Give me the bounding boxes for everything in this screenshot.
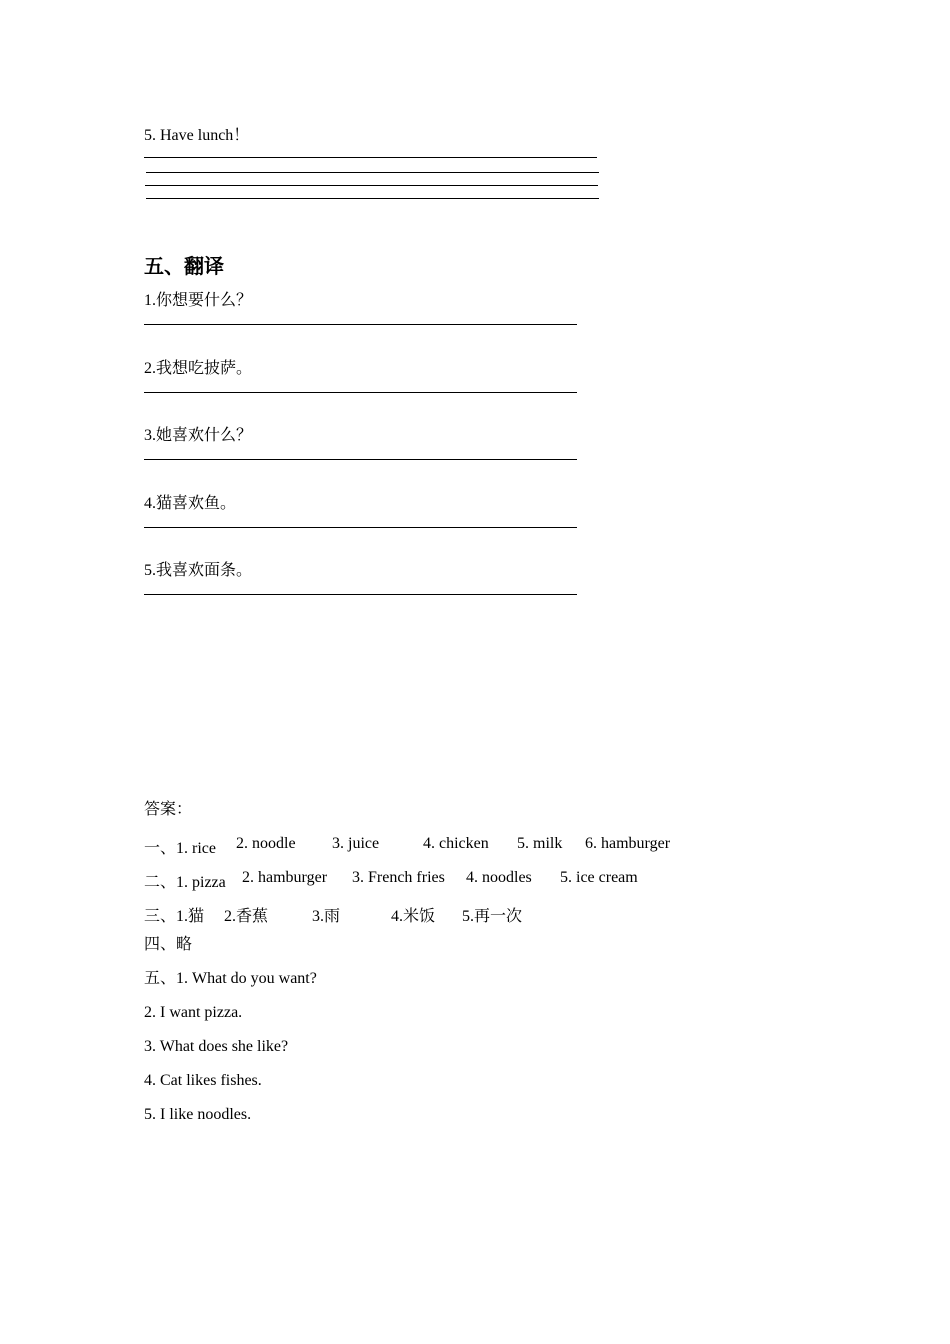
answer-cell: 5.再一次 bbox=[462, 908, 523, 925]
answer-line bbox=[144, 527, 577, 528]
translation-item-5: 5.我喜欢面条。 bbox=[144, 562, 253, 579]
answers-heading: 答案： bbox=[144, 801, 193, 818]
answer-cell: 5. milk bbox=[517, 835, 563, 852]
answer-row-1 bbox=[144, 835, 844, 857]
section-title: 五、翻译 bbox=[144, 254, 224, 278]
translation-item-3: 3.她喜欢什么？ bbox=[144, 427, 253, 444]
writing-line bbox=[146, 172, 599, 173]
answer-cell: 一、1. rice bbox=[144, 840, 216, 857]
exercise-item-5: 5. Have lunch！ bbox=[144, 127, 250, 144]
answer-cell: 2.香蕉 bbox=[224, 908, 269, 925]
answer-line-4: 4. Cat likes fishes. bbox=[144, 1072, 262, 1089]
answer-row-4: 四、略 bbox=[144, 936, 193, 953]
answer-cell: 3. juice bbox=[332, 835, 380, 852]
answer-cell: 5. ice cream bbox=[560, 869, 638, 886]
writing-line bbox=[145, 185, 598, 186]
answer-line bbox=[144, 324, 577, 325]
answer-cell: 4. chicken bbox=[423, 835, 489, 852]
answer-cell: 3. French fries bbox=[352, 869, 445, 886]
answer-line bbox=[144, 392, 577, 393]
answer-cell: 3.雨 bbox=[312, 908, 341, 925]
translation-item-1: 1.你想要什么？ bbox=[144, 292, 253, 309]
answer-line-2: 2. I want pizza. bbox=[144, 1004, 243, 1021]
answer-line-5: 5. I like noodles. bbox=[144, 1106, 252, 1123]
answer-cell: 2. noodle bbox=[236, 835, 296, 852]
answer-line bbox=[144, 459, 577, 460]
answer-row-5: 五、1. What do you want? bbox=[144, 970, 317, 987]
answer-cell: 二、1. pizza bbox=[144, 874, 226, 891]
translation-item-2: 2.我想吃披萨。 bbox=[144, 360, 253, 377]
translation-item-4: 4.猫喜欢鱼。 bbox=[144, 495, 237, 512]
answer-cell: 三、1.猫 bbox=[144, 908, 205, 925]
answer-row-2 bbox=[144, 869, 844, 891]
answer-line-3: 3. What does she like? bbox=[144, 1038, 289, 1055]
answer-line bbox=[144, 594, 577, 595]
answer-cell: 6. hamburger bbox=[585, 835, 671, 852]
answer-cell: 2. hamburger bbox=[242, 869, 328, 886]
answer-cell: 4.米饭 bbox=[391, 908, 436, 925]
answer-cell: 4. noodles bbox=[466, 869, 532, 886]
writing-line bbox=[144, 157, 597, 158]
answer-row-3 bbox=[144, 903, 844, 925]
writing-line bbox=[146, 198, 599, 199]
